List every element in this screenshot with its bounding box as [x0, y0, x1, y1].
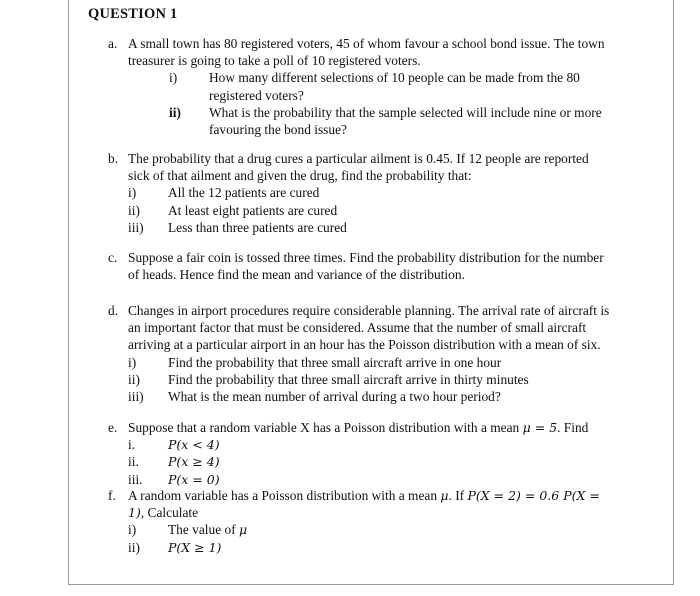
sub-math: P(x ≥ 4) [168, 454, 220, 470]
question-a-label: a. [108, 36, 118, 51]
question-f [108, 487, 618, 556]
question-d-sub-1 [128, 354, 618, 371]
question-c-label: c. [108, 250, 118, 265]
sub-math: P(x < 4) [168, 437, 220, 453]
question-e-sub-3 [128, 471, 618, 488]
question-title: QUESTION 1 [88, 6, 178, 22]
mu-expression: μ = 5 [522, 420, 558, 435]
sub-number: i) [128, 522, 137, 538]
sub-number: ii) [128, 202, 140, 218]
sub-number: iii) [128, 219, 144, 235]
sub-number: iii) [128, 389, 144, 405]
sub-text: What is the mean number of arrival during a two hour period? [168, 389, 501, 405]
sub-text: What is the probability that the sample selected will include nine or more favouring the bond issue? [209, 104, 602, 138]
sub-number: ii) [169, 104, 181, 120]
question-a [108, 35, 618, 138]
question-b-label: b. [108, 151, 119, 166]
mu-symbol: μ [239, 522, 248, 538]
question-b-sub-2 [128, 202, 618, 219]
question-b-sub-1 [128, 184, 618, 201]
sub-number: iii. [128, 471, 143, 487]
question-e-sub-2 [128, 453, 618, 470]
question-e-text-part: . Find [557, 420, 589, 435]
question-f-text-part: , Calculate [140, 505, 199, 521]
question-a-text: A small town has 80 registered voters, 45 of whom favour a school bond issue. The town treasurer is going to take a poll of 10 registered voters. [128, 36, 605, 69]
question-c [108, 249, 618, 283]
question-d-sub-3 [128, 388, 618, 405]
question-e-label: e. [108, 420, 118, 435]
sub-math: P(X ≥ 1) [168, 539, 222, 555]
question-f-text-part: . If [448, 488, 468, 503]
question-f-text [128, 487, 613, 521]
sub-math: P(x = 0) [168, 471, 220, 487]
question-e [108, 419, 618, 488]
question-f-sub-1 [128, 521, 618, 538]
question-e-sub-1 [128, 436, 618, 453]
sub-number: ii) [128, 371, 140, 387]
sub-number: i) [169, 70, 178, 86]
question-f-label: f. [108, 488, 116, 503]
sub-number: i) [128, 185, 137, 201]
question-e-text-part: Suppose that a random variable X has a Poisson distribution with a mean [128, 420, 523, 435]
question-b [108, 150, 618, 236]
question-e-text [128, 419, 618, 436]
sub-text [168, 521, 618, 538]
question-d-sub-2 [128, 371, 618, 388]
question-a-sub-2 [169, 104, 618, 138]
sub-text: Find the probability that three small aircraft arrive in one hour [168, 354, 502, 370]
question-c-text: Suppose a fair coin is tossed three times. Find the probability distribution for the number of heads. Hence find the mean and variance of the distribution. [128, 250, 604, 283]
question-d-text: Changes in airport procedures require considerable planning. The arrival rate of aircraft is an important factor that must be considered. Assume that the number of small aircraft arriving at a particular airport in an hour has the Poisson distribution with a mean of six. [128, 303, 610, 353]
question-f-sub-2 [128, 539, 618, 556]
sub-text: Less than three patients are cured [168, 219, 347, 235]
question-b-sub-3 [128, 219, 618, 236]
sub-text: All the 12 patients are cured [168, 185, 320, 201]
question-a-sub-1 [169, 69, 618, 103]
sub-text-part: The value of [168, 522, 240, 538]
question-d [108, 302, 618, 405]
sub-number: ii. [128, 454, 139, 470]
sub-number: i. [128, 437, 136, 453]
probability-expression: P(X = 2) = 0.6 P(X = 1) [128, 488, 600, 521]
sub-text: How many different selections of 10 people can be made from the 80 registered voters? [209, 70, 580, 103]
sub-number: i) [128, 354, 137, 370]
sub-text: Find the probability that three small aircraft arrive in thirty minutes [168, 371, 529, 387]
question-b-text: The probability that a drug cures a particular ailment is 0.45. If 12 people are reported sick of that ailment and given the drug, find the probability that: [128, 151, 589, 184]
question-d-label: d. [108, 303, 119, 318]
sub-number: ii) [128, 539, 140, 555]
mu-symbol: μ [440, 488, 449, 503]
sub-text: At least eight patients are cured [168, 202, 338, 218]
question-f-text-part: A random variable has a Poisson distribution with a mean [128, 488, 441, 503]
